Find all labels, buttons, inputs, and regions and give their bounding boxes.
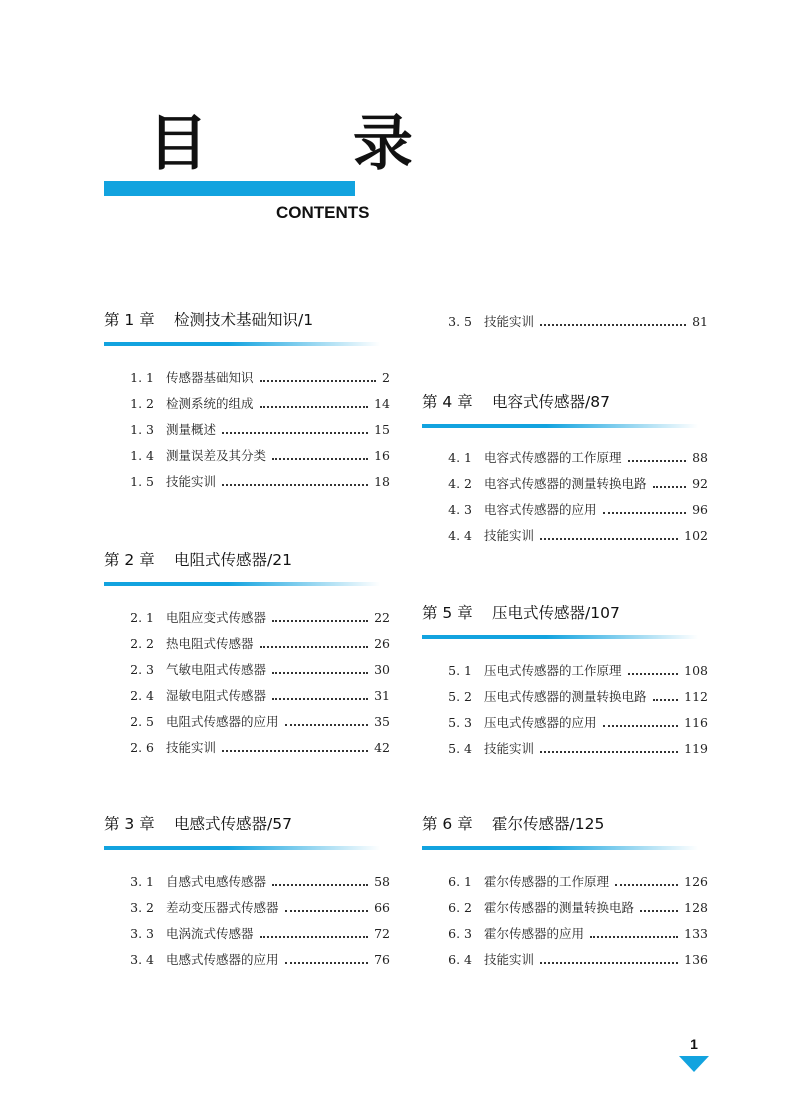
dot-leader: [272, 619, 368, 622]
dot-leader: [603, 511, 687, 514]
dot-leader: [285, 723, 369, 726]
entry-title: 自感式电感传感器: [166, 874, 267, 889]
entry-page: 31: [374, 688, 390, 703]
dot-leader: [653, 698, 679, 701]
entry-title: 电涡流式传感器: [166, 926, 254, 941]
chapter-heading[interactable]: [422, 601, 712, 625]
entry-page: 108: [684, 663, 708, 678]
dot-leader: [272, 457, 368, 460]
entry-title: 技能实训: [484, 952, 535, 967]
chapter-heading[interactable]: [104, 548, 394, 572]
dot-leader: [260, 379, 377, 382]
entry-title: 检测系统的组成: [166, 396, 254, 411]
entry-title: 电阻应变式传感器: [166, 610, 267, 625]
title-accent-bar: [104, 181, 355, 196]
toc-entry-3-3[interactable]: [104, 922, 390, 946]
dot-leader: [540, 961, 678, 964]
chapter-title: 电感式传感器/57: [174, 815, 292, 833]
entry-title: 电容式传感器的测量转换电路: [484, 476, 647, 491]
dot-leader: [272, 671, 368, 674]
entry-number: 5. 1: [448, 663, 472, 678]
entry-page: 35: [374, 714, 390, 729]
chapter-heading[interactable]: [104, 812, 394, 836]
entry-number: 3. 3: [130, 926, 154, 941]
entry-number: 1. 1: [130, 370, 154, 385]
chapter-title: 霍尔传感器/125: [492, 815, 605, 833]
entry-number: 1. 2: [130, 396, 154, 411]
chapter-6: [422, 812, 712, 967]
dot-leader: [628, 459, 687, 462]
entry-page: 126: [684, 874, 708, 889]
entry-number: 6. 3: [448, 926, 472, 941]
entry-title: 电容式传感器的应用: [484, 502, 597, 517]
dot-leader: [222, 483, 368, 486]
entry-page: 102: [684, 528, 708, 543]
entry-number: 2. 2: [130, 636, 154, 651]
entry-page: 81: [692, 314, 708, 329]
entry-title: 压电式传感器的工作原理: [484, 663, 622, 678]
chapter-label: 第 5 章: [422, 604, 473, 622]
entry-number: 2. 6: [130, 740, 154, 755]
chapter-5: [422, 601, 712, 756]
entry-page: 58: [374, 874, 390, 889]
triangle-down-icon: [679, 1056, 709, 1072]
toc-entry-6-4[interactable]: [422, 948, 708, 972]
toc-entry-6-3[interactable]: [422, 922, 708, 946]
entry-number: 5. 4: [448, 741, 472, 756]
chapter-label: 第 3 章: [104, 815, 155, 833]
chapter-2: [104, 548, 394, 755]
entry-title: 霍尔传感器的工作原理: [484, 874, 610, 889]
entry-number: 4. 1: [448, 450, 472, 465]
entry-number: 1. 4: [130, 448, 154, 463]
entry-title: 测量概述: [166, 422, 217, 437]
entry-title: 气敏电阻式传感器: [166, 662, 267, 677]
chapter-rule: [422, 846, 698, 850]
entry-title: 差动变压器式传感器: [166, 900, 279, 915]
toc-entry-2-2[interactable]: [104, 632, 390, 656]
dot-leader: [640, 909, 678, 912]
entry-number: 2. 3: [130, 662, 154, 677]
chapter-title: 检测技术基础知识/1: [174, 311, 314, 329]
entry-page: 88: [692, 450, 708, 465]
toc-entry-3-2[interactable]: [104, 896, 390, 920]
toc-entry-5-3[interactable]: [422, 711, 708, 735]
chapter-rule: [104, 342, 380, 346]
dot-leader: [260, 935, 369, 938]
entry-number: 6. 2: [448, 900, 472, 915]
toc-entry-3-4[interactable]: [104, 948, 390, 972]
dot-leader: [540, 750, 678, 753]
dot-leader: [272, 883, 368, 886]
entry-title: 霍尔传感器的应用: [484, 926, 585, 941]
toc-entry-4-3[interactable]: [422, 498, 708, 522]
entry-title: 电容式传感器的工作原理: [484, 450, 622, 465]
entry-page: 136: [684, 952, 708, 967]
page-title: 目 录: [148, 109, 475, 179]
entry-title: 传感器基础知识: [166, 370, 254, 385]
entry-title: 技能实训: [166, 740, 217, 755]
dot-leader: [603, 724, 679, 727]
entry-title: 技能实训: [484, 314, 535, 329]
chapter-rule: [104, 846, 380, 850]
toc-entry-5-1[interactable]: [422, 659, 708, 683]
chapter-rule: [104, 582, 380, 586]
dot-leader: [653, 485, 687, 488]
entry-number: 2. 4: [130, 688, 154, 703]
dot-leader: [222, 431, 368, 434]
entry-page: 116: [684, 715, 708, 730]
chapter-rule: [422, 424, 698, 428]
chapter-label: 第 2 章: [104, 551, 155, 569]
toc-entry-4-4[interactable]: [422, 524, 708, 548]
entry-page: 15: [374, 422, 390, 437]
entry-title: 技能实训: [484, 741, 535, 756]
entry-title: 压电式传感器的测量转换电路: [484, 689, 647, 704]
chapter-label: 第 4 章: [422, 393, 473, 411]
entry-page: 22: [374, 610, 390, 625]
chapter-3: [104, 812, 394, 967]
dot-leader: [540, 537, 678, 540]
entry-number: 6. 4: [448, 952, 472, 967]
entry-number: 4. 4: [448, 528, 472, 543]
page-subtitle: CONTENTS: [276, 203, 370, 222]
toc-entry-1-5[interactable]: [104, 470, 390, 494]
entry-title: 技能实训: [166, 474, 217, 489]
toc-entry-1-3[interactable]: [104, 418, 390, 442]
dot-leader: [222, 749, 368, 752]
toc-entry-2-6[interactable]: [104, 736, 390, 760]
toc-entry-1-4[interactable]: [104, 444, 390, 468]
dot-leader: [260, 645, 369, 648]
toc-entry-5-2[interactable]: [422, 685, 708, 709]
entry-page: 133: [684, 926, 708, 941]
toc-entry-2-3[interactable]: [104, 658, 390, 682]
chapter-heading[interactable]: [422, 812, 712, 836]
chapter-rule: [422, 635, 698, 639]
entry-title: 霍尔传感器的测量转换电路: [484, 900, 635, 915]
chapter-1: [104, 308, 394, 489]
dot-leader: [260, 405, 369, 408]
toc-entry-1-2[interactable]: [104, 392, 390, 416]
entry-page: 2: [382, 370, 390, 385]
entry-number: 3. 1: [130, 874, 154, 889]
entry-title: 电感式传感器的应用: [166, 952, 279, 967]
toc-entry-4-1[interactable]: [422, 446, 708, 470]
entry-title: 湿敏电阻式传感器: [166, 688, 267, 703]
toc-entry-2-4[interactable]: [104, 684, 390, 708]
toc-entry-2-5[interactable]: [104, 710, 390, 734]
entry-page: 14: [374, 396, 390, 411]
entry-page: 112: [684, 689, 708, 704]
entry-page: 76: [374, 952, 390, 967]
toc-entry-2-1[interactable]: [104, 606, 390, 630]
dot-leader: [590, 935, 678, 938]
entry-number: 6. 1: [448, 874, 472, 889]
toc-entry-1-1[interactable]: [104, 366, 390, 390]
entry-number: 5. 3: [448, 715, 472, 730]
toc-entry-6-2[interactable]: [422, 896, 708, 920]
dot-leader: [628, 672, 679, 675]
entry-page: 96: [692, 502, 708, 517]
entry-page: 128: [684, 900, 708, 915]
entry-number: 3. 2: [130, 900, 154, 915]
dot-leader: [272, 697, 368, 700]
entry-number: 2. 5: [130, 714, 154, 729]
entry-number: 1. 3: [130, 422, 154, 437]
entry-title: 技能实训: [484, 528, 535, 543]
entry-title: 压电式传感器的应用: [484, 715, 597, 730]
entry-number: 2. 1: [130, 610, 154, 625]
entry-title: 测量误差及其分类: [166, 448, 267, 463]
entry-page: 72: [374, 926, 390, 941]
entry-page: 18: [374, 474, 390, 489]
toc-entry-4-2[interactable]: [422, 472, 708, 496]
chapter-heading[interactable]: [104, 308, 394, 332]
chapter-heading[interactable]: [422, 390, 712, 414]
page-number: 1: [690, 1036, 698, 1052]
chapter-4: [422, 390, 712, 543]
chapter-title: 压电式传感器/107: [492, 604, 620, 622]
entry-number: 3. 4: [130, 952, 154, 967]
chapter-title: 电容式传感器/87: [492, 393, 610, 411]
chapter-label: 第 1 章: [104, 311, 155, 329]
entry-page: 92: [692, 476, 708, 491]
dot-leader: [285, 961, 369, 964]
chapter-label: 第 6 章: [422, 815, 473, 833]
dot-leader: [615, 883, 678, 886]
entry-number: 1. 5: [130, 474, 154, 489]
entry-title: 热电阻式传感器: [166, 636, 254, 651]
toc-entry-5-4[interactable]: [422, 737, 708, 761]
entry-page: 30: [374, 662, 390, 677]
entry-title: 电阻式传感器的应用: [166, 714, 279, 729]
dot-leader: [285, 909, 369, 912]
toc-entry-3-5[interactable]: [422, 310, 708, 334]
toc-entry-6-1[interactable]: [422, 870, 708, 894]
entry-page: 26: [374, 636, 390, 651]
entry-page: 66: [374, 900, 390, 915]
chapter-title: 电阻式传感器/21: [174, 551, 292, 569]
dot-leader: [540, 323, 686, 326]
entry-page: 42: [374, 740, 390, 755]
entry-number: 4. 2: [448, 476, 472, 491]
entry-number: 3. 5: [448, 314, 472, 329]
toc-entry-3-1[interactable]: [104, 870, 390, 894]
entry-page: 16: [374, 448, 390, 463]
entry-number: 4. 3: [448, 502, 472, 517]
entry-page: 119: [684, 741, 708, 756]
entry-number: 5. 2: [448, 689, 472, 704]
